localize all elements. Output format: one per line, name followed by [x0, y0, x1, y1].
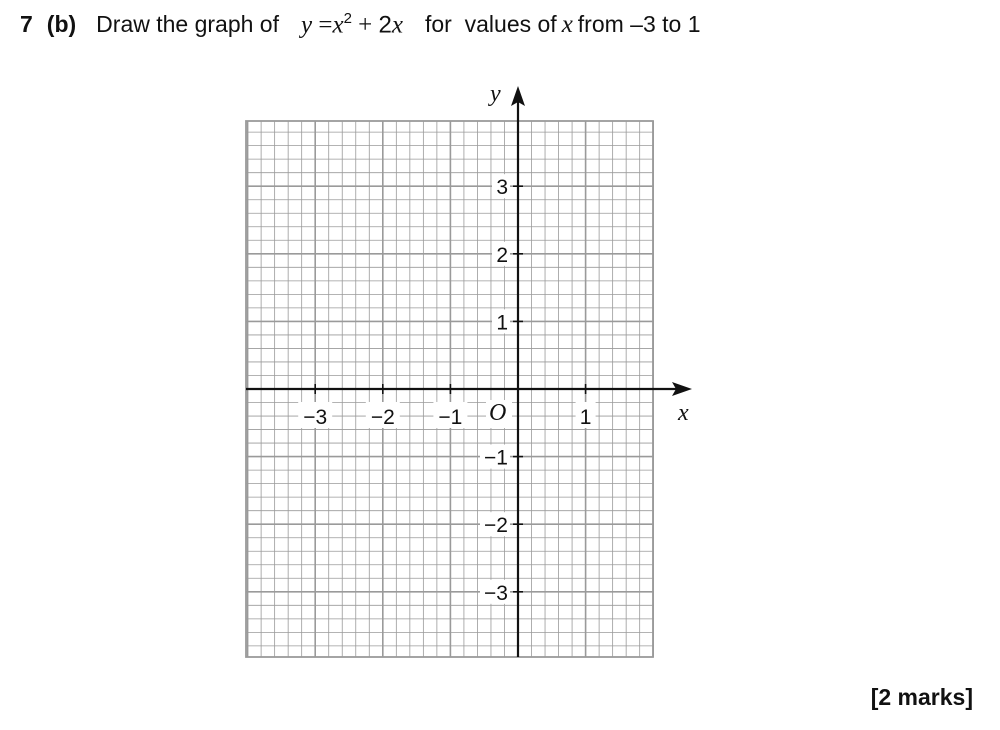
question-part: (b): [46, 11, 77, 38]
y-tick-label: −1: [484, 446, 508, 470]
marks-label: [2 marks]: [870, 684, 973, 710]
y-tick-label: 3: [496, 176, 508, 200]
x-tick-label: 1: [579, 406, 592, 429]
equation-plus: +: [358, 11, 373, 39]
y-tick-label: −3: [484, 581, 508, 605]
x-tick-label: −1: [438, 406, 463, 429]
equation-term2-variable: x: [391, 11, 403, 39]
y-axis-label: y: [490, 81, 501, 107]
equation-term1-base: x: [332, 11, 344, 39]
equation-term1-exponent: 2: [343, 10, 352, 27]
origin-label: O: [489, 400, 507, 426]
question-variable: x: [561, 11, 573, 39]
x-tick-label: −2: [370, 406, 395, 429]
y-tick-label: −2: [484, 514, 508, 538]
y-tick-label: 2: [496, 243, 508, 267]
equation-lhs: y: [301, 11, 313, 39]
x-axis-label: x: [678, 400, 689, 426]
question-number: 7: [20, 11, 33, 38]
question-prefix: Draw the graph of: [96, 11, 279, 38]
question-suffix: for values of: [425, 11, 557, 38]
y-tick-label: 1: [496, 311, 508, 335]
equation-term2-coefficient: 2: [378, 11, 392, 39]
equation-equals: =: [318, 11, 333, 39]
x-tick-label: −3: [303, 406, 328, 429]
question-range: from –3 to 1: [577, 11, 701, 38]
